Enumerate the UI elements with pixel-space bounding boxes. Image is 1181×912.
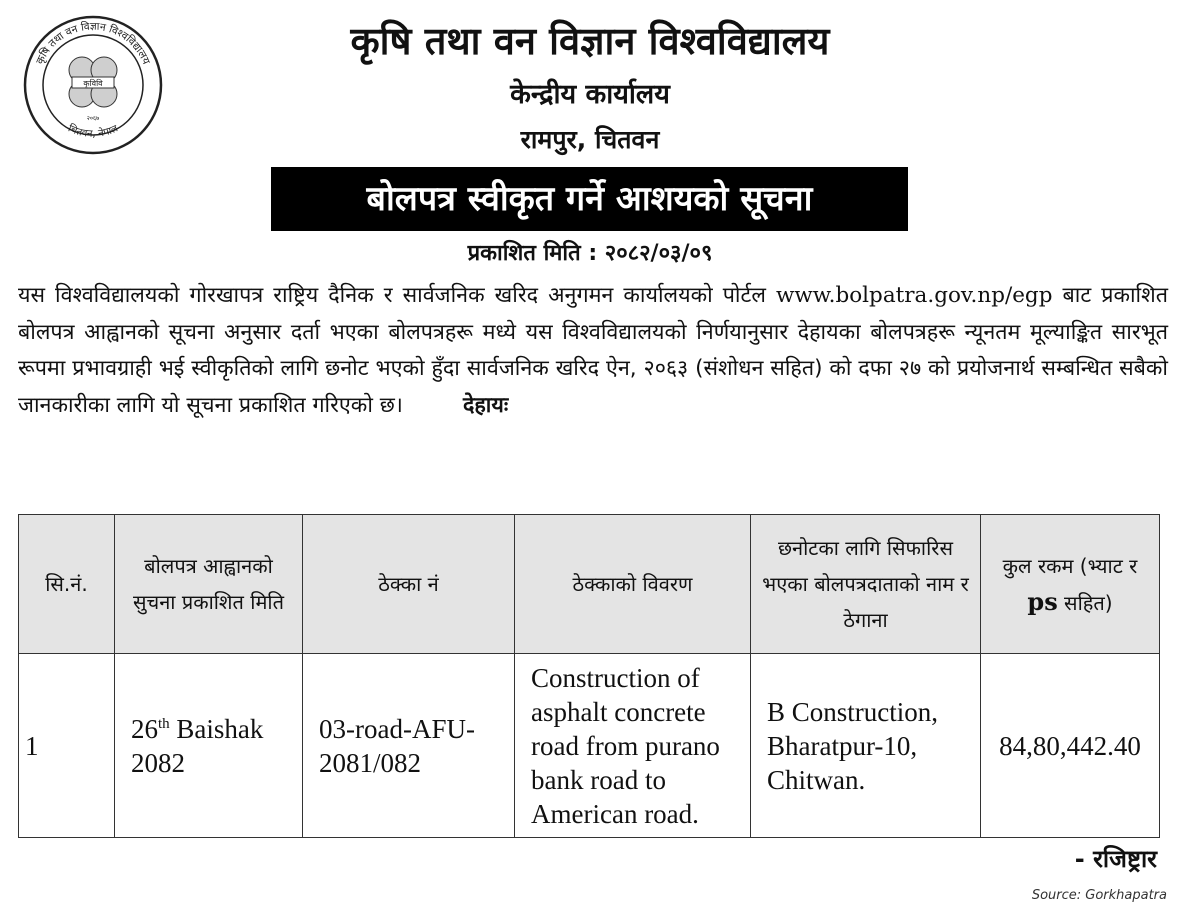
seal-center-text: कृविवि xyxy=(83,79,103,88)
header-sn: सि.नं. xyxy=(19,515,115,654)
header-bidder: छनोटका लागि सिफारिस भएका बोलपत्रदाताको नाम र ठेगाना xyxy=(751,515,981,654)
date-suffix: th xyxy=(158,715,170,732)
cell-bidder: B Construction, Bharatpur-10, Chitwan. xyxy=(751,654,981,838)
date-day: 26 xyxy=(131,713,158,744)
notice-title: बोलपत्र स्वीकृत गर्ने आशयको सूचना xyxy=(271,167,908,231)
portal-link[interactable]: www.bolpatra.gov.np/egp xyxy=(775,283,1053,308)
cell-notice-date xyxy=(115,654,303,838)
schedule-label: देहायः xyxy=(462,392,509,418)
source-credit: Source: Gorkhapatra xyxy=(1031,888,1167,903)
header-amount-prefix: कुल रकम (भ्याट र xyxy=(1002,553,1138,578)
body-part-2: बाट प्रकाशित बोलपत्र आह्वानको सूचना अनुसार दर्ता भएका बोलपत्रहरू मध्ये यस विश्वविद्यालयको निर्णयानुसार देहायका बोलपत्रहरू न्यूनतम मूल्याङ्कित सारभूत रूपमा प्रभावग्राही भई स्वीकृतिको लागि छनोट भएको हुँदा सार्वजनिक खरिद ऐन, २०६३ (संशोधन सहित) को दफा २७ को प्रयोजनार्थ सम्बन्धित सबैको जानकारीका लागि यो सूचना प्रकाशित गरिएको छ। xyxy=(18,283,1169,418)
body-part-1: यस विश्वविद्यालयको गोरखापत्र राष्ट्रिय दैनिक र सार्वजनिक खरिद अनुगमन कार्यालयको पोर्टल xyxy=(18,283,776,308)
notice-body xyxy=(18,278,1168,424)
bid-table xyxy=(18,514,1160,838)
table-header-row xyxy=(19,515,1160,654)
svg-text:कृषि तथा वन विज्ञान विश्वविद्य xyxy=(34,20,152,67)
cell-contract-no: 03-road-AFU-2081/082 xyxy=(303,654,515,838)
header-contract-no: ठेक्का नं xyxy=(303,515,515,654)
header-notice-date: बोलपत्र आह्वानको सुचना प्रकाशित मिति xyxy=(115,515,303,654)
header-amount-ps: ps xyxy=(1027,586,1058,616)
table-row xyxy=(19,654,1160,838)
university-seal xyxy=(22,14,164,156)
office-location: रामपुर, चितवन xyxy=(520,125,660,154)
header-description: ठेक्काको विवरण xyxy=(515,515,751,654)
office-name: केन्द्रीय कार्यालय xyxy=(510,79,670,110)
cell-description: Construction of asphalt concrete road from purano bank road to American road. xyxy=(515,654,751,838)
svg-text:चितवन, नेपाल xyxy=(66,122,120,140)
university-name: कृषि तथा वन विज्ञान विश्वविद्यालय xyxy=(350,19,830,63)
registrar-signature: - रजिष्ट्रार xyxy=(1074,845,1157,873)
cell-sn: 1 xyxy=(19,654,115,838)
header-amount-suffix: सहित) xyxy=(1057,590,1113,615)
cell-amount: 84,80,442.40 xyxy=(981,654,1160,838)
seal-year: २०६७ xyxy=(86,115,100,122)
header-amount xyxy=(981,515,1160,654)
date-rest: Baishak 2082 xyxy=(131,713,264,778)
seal-ring-text: कृषि तथा वन विज्ञान विश्वविद्यालय xyxy=(34,20,153,67)
published-date: प्रकाशित मिति : २०८२/०३/०९ xyxy=(467,241,713,266)
seal-bottom-text: चितवन, नेपाल xyxy=(66,123,120,140)
